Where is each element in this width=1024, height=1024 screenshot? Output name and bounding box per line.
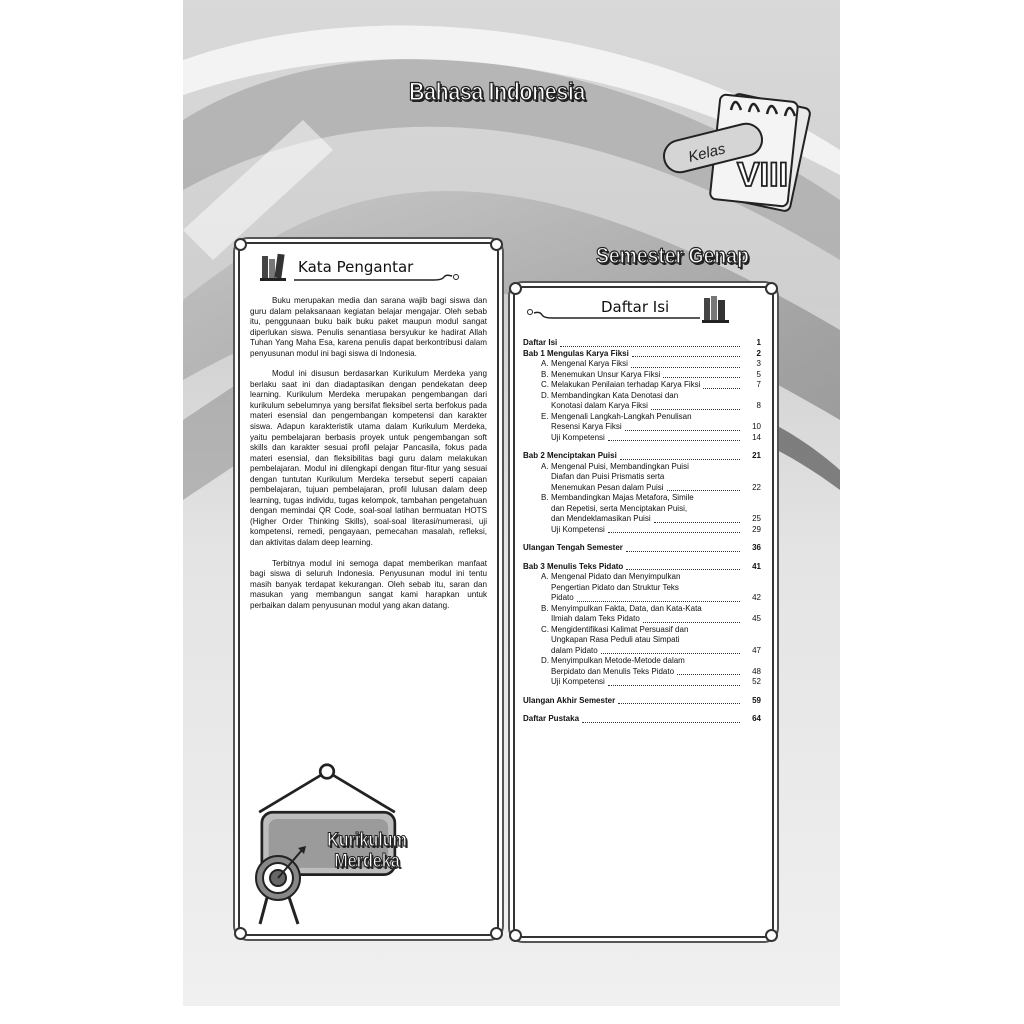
toc-entry-label: Ulangan Tengah Semester — [523, 543, 623, 552]
toc-entry-letter: B. — [541, 603, 549, 613]
toc-entry-label: Membandingkan Majas Metafora, Simile — [551, 493, 694, 502]
toc-leader-dots — [577, 601, 740, 602]
toc-entry-page: 21 — [752, 451, 761, 460]
toc-leader-dots — [626, 551, 740, 552]
toc-leader-dots — [654, 522, 740, 523]
toc-entry-label: Pengertian Pidato dan Struktur Teks — [551, 582, 679, 592]
toc-entry-page: 7 — [756, 380, 761, 389]
corner-nail — [509, 282, 522, 295]
toc-leader-dots — [632, 356, 740, 357]
toc-entry[interactable] — [523, 646, 761, 657]
toc-entry-page: 3 — [756, 359, 761, 368]
toc-entry[interactable] — [523, 462, 761, 473]
toc-entry[interactable] — [523, 370, 761, 381]
toc-leader-dots — [560, 346, 740, 347]
toc-leader-dots — [667, 490, 740, 491]
toc-leader-dots — [651, 409, 740, 410]
toc-entry-page: 25 — [752, 514, 761, 523]
toc-entry-label: Ulangan Akhir Semester — [523, 695, 616, 705]
toc-entry-label: Bab 2 Menciptakan Puisi — [523, 451, 617, 460]
toc-entry[interactable] — [523, 433, 761, 444]
toc-entry-label: Mengenal Pidato dan Menyimpulkan — [551, 572, 681, 581]
toc-entry-letter: E. — [541, 411, 549, 421]
toc-leader-dots — [608, 532, 740, 533]
corner-nail — [490, 238, 503, 251]
toc-entry-page: 45 — [752, 614, 761, 623]
toc-entry[interactable] — [523, 391, 761, 402]
toc-entry-label: Ilmiah dalam Teks Pidato — [551, 614, 640, 623]
toc-entry-letter: B. — [541, 493, 549, 502]
toc-leader-dots — [582, 722, 740, 723]
toc-entry[interactable] — [523, 483, 761, 494]
toc-entry[interactable] — [523, 625, 761, 636]
toc-entry-page: 64 — [752, 714, 761, 723]
toc-entry-label: dalam Pidato — [551, 645, 598, 655]
toc-entry[interactable] — [523, 401, 761, 412]
toc-entry-label: Berpidato dan Menulis Teks Pidato — [551, 666, 675, 676]
toc-entry[interactable] — [523, 472, 761, 483]
toc-entry-label: Menemukan Pesan dalam Puisi — [551, 482, 664, 492]
toc-entry-label: Menemukan Unsur Karya Fiksi — [551, 369, 661, 379]
toc-entry-page: 2 — [756, 348, 761, 358]
toc-entry[interactable] — [523, 543, 761, 554]
toc-gap — [523, 535, 761, 543]
toc-entry[interactable] — [523, 514, 761, 525]
corner-nail — [509, 929, 522, 942]
toc-entry-label: Daftar Isi — [523, 338, 558, 347]
toc-entry-letter: A. — [541, 359, 549, 368]
title-underline — [294, 274, 464, 284]
toc-entry[interactable] — [523, 349, 761, 360]
toc-entry-label: dan Repetisi, serta Menciptakan Puisi, — [551, 503, 688, 513]
toc-entry-page: 36 — [752, 543, 761, 552]
toc-gap — [523, 688, 761, 696]
toc-entry[interactable] — [523, 493, 761, 504]
toc-entry[interactable] — [523, 572, 761, 583]
corner-nail — [490, 927, 503, 940]
toc-gap — [523, 554, 761, 562]
corner-nail — [765, 282, 778, 295]
toc-entry-label: Membandingkan Kata Denotasi dan — [551, 390, 679, 400]
toc-gap — [523, 706, 761, 714]
toc-entry-page: 59 — [752, 695, 761, 705]
table-of-contents — [523, 338, 761, 725]
book-page — [183, 0, 840, 1006]
toc-entry-letter: C. — [541, 624, 549, 634]
toc-entry-label: Menyimpulkan Fakta, Data, dan Kata-Kata — [551, 603, 702, 613]
paragraph: Buku merupakan media dan sarana wajib bagi siswa dan guru dalam pelaksanaan kegiatan belajar mengajar. Oleh sebab itu, penggunaan buku baik buku paket maupun modul sangat diperlukan siswa. Penulis senantiasa bersyukur ke hadirat Allah Tuhan Yang Maha Esa, karena penulis dapat berkontribusi dalam penyusunan modul ini bagi siswa di Indonesia. — [250, 296, 487, 358]
toc-leader-dots — [608, 440, 740, 441]
subject-title: Bahasa Indonesia — [409, 78, 585, 106]
toc-entry[interactable] — [523, 525, 761, 536]
toc-leader-dots — [677, 674, 740, 675]
toc-entry[interactable] — [523, 614, 761, 625]
toc-entry-page: 8 — [756, 401, 761, 410]
toc-entry[interactable] — [523, 359, 761, 370]
toc-leader-dots — [643, 622, 740, 623]
toc-entry-page: 29 — [752, 524, 761, 534]
toc-entry-page: 42 — [752, 593, 761, 602]
toc-entry[interactable] — [523, 593, 761, 604]
badge-line-2: Merdeka — [334, 851, 400, 872]
toc-entry-label: Konotasi dalam Karya Fiksi — [551, 401, 648, 410]
kata-pengantar-title: Kata Pengantar — [298, 258, 414, 276]
toc-entry-letter: A. — [541, 461, 549, 471]
toc-leader-dots — [703, 388, 740, 389]
target-icon — [254, 844, 310, 926]
toc-entry[interactable] — [523, 696, 761, 707]
toc-entry-label: Ungkapan Rasa Peduli atau Simpati — [551, 635, 680, 644]
toc-entry-label: Uji Kompetensi — [551, 677, 605, 686]
toc-entry-letter: D. — [541, 656, 549, 665]
books-stack-icon — [258, 252, 288, 282]
toc-leader-dots — [631, 367, 740, 368]
toc-entry-label: Resensi Karya Fiksi — [551, 422, 622, 431]
toc-entry-page: 22 — [752, 482, 761, 492]
toc-entry-letter: B. — [541, 369, 549, 379]
toc-entry[interactable] — [523, 656, 761, 667]
toc-entry-label: Bab 3 Menulis Teks Pidato — [523, 561, 624, 571]
corner-nail — [234, 238, 247, 251]
kelas-calendar-badge — [653, 80, 823, 220]
toc-entry[interactable] — [523, 562, 761, 573]
toc-entry-label: Bab 1 Mengulas Karya Fiksi — [523, 348, 629, 358]
toc-entry-label: Mengenali Langkah-Langkah Penulisan — [551, 411, 692, 421]
toc-entry-label: Melakukan Penilaian terhadap Karya Fiksi — [551, 380, 701, 389]
toc-entry-label: Mengidentifikasi Kalimat Persuasif dan — [551, 624, 689, 634]
toc-leader-dots — [663, 377, 740, 378]
toc-entry[interactable] — [523, 504, 761, 515]
semester-label: Semester Genap — [596, 243, 749, 268]
toc-entry-label: Mengenal Karya Fiksi — [551, 359, 628, 368]
toc-gap — [523, 443, 761, 451]
toc-entry-label: Daftar Pustaka — [523, 714, 580, 723]
kurikulum-merdeka-label — [315, 830, 419, 872]
toc-leader-dots — [625, 430, 740, 431]
toc-entry-page: 1 — [756, 338, 761, 347]
kelas-label: Kelas — [686, 140, 728, 166]
toc-leader-dots — [626, 569, 740, 570]
toc-entry-label: Diafan dan Puisi Prismatis serta — [551, 472, 665, 481]
kelas-number: VIII — [737, 156, 789, 194]
toc-entry[interactable] — [523, 451, 761, 462]
kata-pengantar-body — [250, 296, 487, 621]
toc-entry[interactable] — [523, 338, 761, 349]
books-stack-icon — [701, 292, 731, 324]
toc-entry-label: dan Mendeklamasikan Puisi — [551, 514, 651, 523]
toc-entry-letter: D. — [541, 390, 549, 400]
kata-pengantar-panel — [238, 242, 499, 936]
toc-entry-page: 47 — [752, 645, 761, 655]
toc-leader-dots — [601, 653, 740, 654]
daftar-isi-panel — [513, 286, 774, 938]
corner-nail — [765, 929, 778, 942]
toc-leader-dots — [608, 685, 740, 686]
toc-entry-label: Menyimpulkan Metode-Metode dalam — [551, 656, 685, 665]
toc-entry[interactable] — [523, 604, 761, 615]
toc-leader-dots — [620, 459, 740, 460]
toc-entry[interactable] — [523, 667, 761, 678]
toc-entry-label: Uji Kompetensi — [551, 432, 605, 442]
paragraph: Terbitnya modul ini semoga dapat memberikan manfaat bagi siswa di seluruh Indonesia. Penyusunan modul ini tentu masih banyak terdapat kekurangan. Oleh sebab itu, saran dan masukan yang membangun sangat kami harapkan untuk perbaikan dalam penyusunan modul yang akan datang. — [250, 558, 487, 610]
toc-entry[interactable] — [523, 583, 761, 594]
toc-entry-letter: C. — [541, 380, 549, 389]
toc-entry[interactable] — [523, 422, 761, 433]
toc-entry-page: 52 — [752, 677, 761, 686]
toc-entry[interactable] — [523, 714, 761, 725]
toc-entry-page: 48 — [752, 666, 761, 676]
toc-entry[interactable] — [523, 635, 761, 646]
toc-leader-dots — [618, 703, 740, 704]
toc-entry-label: Mengenal Puisi, Membandingkan Puisi — [551, 461, 689, 471]
corner-nail — [234, 927, 247, 940]
toc-entry-page: 14 — [752, 432, 761, 442]
toc-entry-label: Uji Kompetensi — [551, 524, 605, 534]
toc-entry-page: 5 — [756, 369, 761, 379]
toc-entry-page: 10 — [752, 422, 761, 431]
badge-line-1: Kurikulum — [327, 830, 407, 851]
toc-entry-page: 41 — [752, 561, 761, 571]
toc-entry[interactable] — [523, 412, 761, 423]
toc-entry[interactable] — [523, 677, 761, 688]
paragraph: Modul ini disusun berdasarkan Kurikulum Merdeka yang berlaku saat ini dan diadaptasikan dengan pendekatan deep learning. Kurikulum Merdeka merupakan pengembangan dari kurikulum sebelumnya yang bersifat fleksibel serta berfokus pada materi esensial dan pengembangan kompetensi dan karakter siswa. Adapun karakteristik utama dalam Kurikulum Merdeka, yaitu pembelajaran berbasis proyek untuk pengembangan soft skills dan karakter sesuai profil pelajar Pancasila, fokus pada materi esensial, dan fleksibilitas bagi guru dalam melakukan pembelajaran. Modul ini dilengkapi dengan fitur-fitur yang sesuai dengan tuntutan Kurikulum Merdeka tersebut seperti capaian pembelajaran, tujuan pembelajaran, profil lulusan dalam deep learning, tugas individu, tugas kelompok, tambahan pengetahuan dengan memindai QR Code, soal-soal latihan bermuatan HOTS (Higher Order Thinking Skills), soal-soal literasi/numerasi, uji kompetensi, remedi, pengayaan, pemecahan masalah, refleksi, dan aktivitas dalam deep learning. — [250, 369, 487, 548]
daftar-isi-title: Daftar Isi — [601, 298, 670, 316]
toc-entry[interactable] — [523, 380, 761, 391]
toc-entry-label: Pidato — [551, 593, 574, 602]
toc-entry-letter: A. — [541, 572, 549, 581]
